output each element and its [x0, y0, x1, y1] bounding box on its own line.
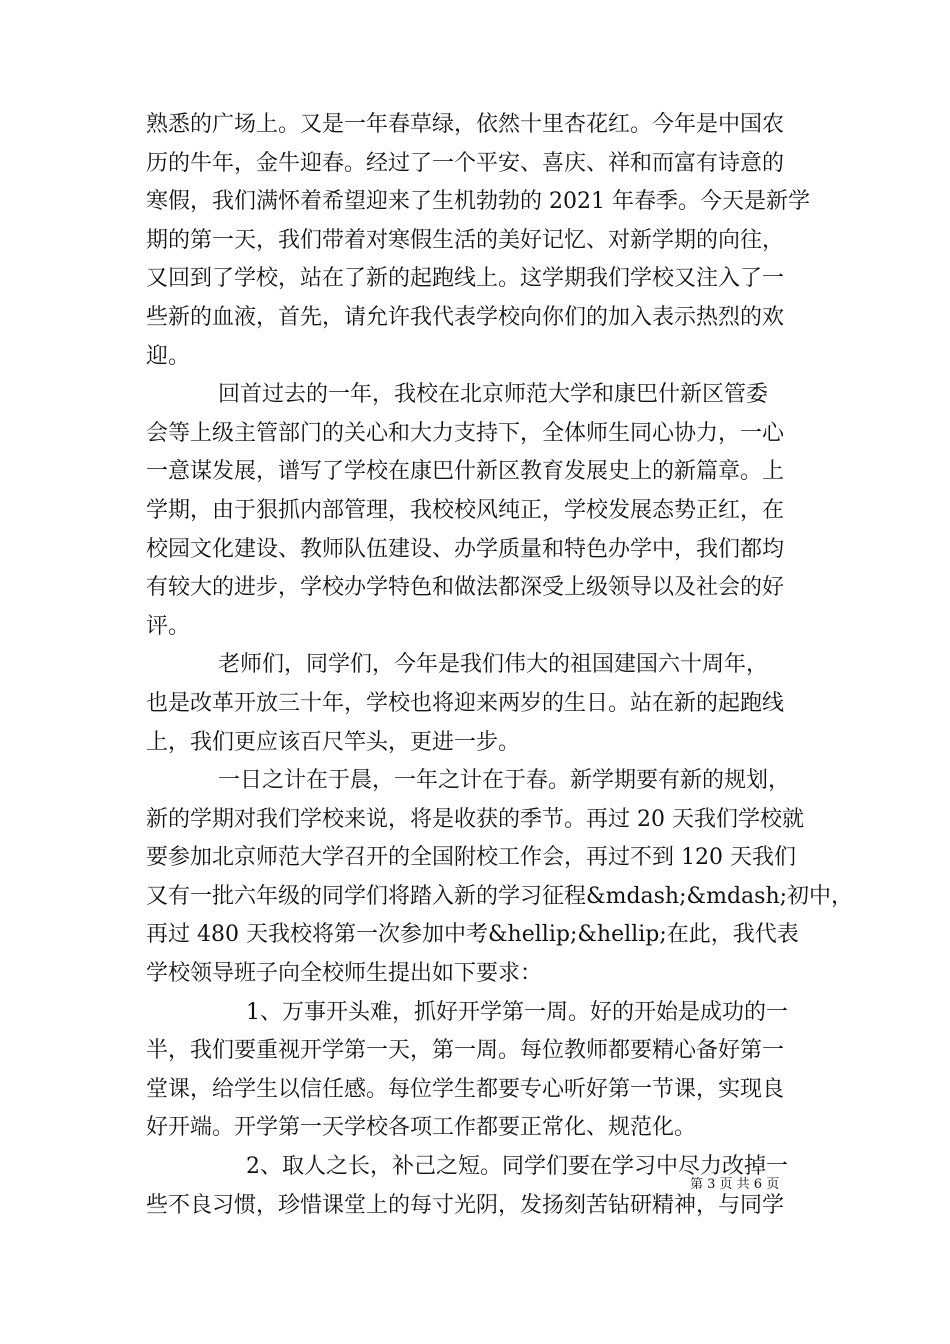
- text-line: 期的第一天，我们带着对寒假生活的美好记忆、对新学期的向往，: [146, 227, 785, 253]
- text-line: 些不良习惯，珍惜课堂上的每寸光阴，发扬刻苦钻研精神，与同学: [146, 1192, 785, 1218]
- text-line: 会等上级主管部门的关心和大力支持下，全体师生同心协力，一心: [146, 420, 785, 446]
- text-line: 新的学期对我们学校来说，将是收获的季节。再过 20 天我们学校就: [146, 806, 804, 832]
- text-line: 校园文化建设、教师队伍建设、办学质量和特色办学中，我们都均: [146, 536, 785, 562]
- list-item-start-line: 1、万事开头难，抓好开学第一周。好的开始是成功的一: [246, 999, 788, 1025]
- text-line: 好开端。开学第一天学校各项工作都要正常化、规范化。: [146, 1115, 697, 1141]
- text-line: 评。: [146, 613, 191, 639]
- text-line: 历的牛年，金牛迎春。经过了一个平安、喜庆、祥和而富有诗意的: [146, 150, 785, 176]
- text-line: 要参加北京师范大学召开的全国附校工作会，再过不到 120 天我们: [146, 845, 796, 871]
- paragraph-start-line: 老师们，同学们，今年是我们伟大的祖国建国六十周年，: [218, 652, 769, 678]
- list-item-start-line: 2、取人之长，补己之短。同学们要在学习中尽力改掉一: [246, 1154, 788, 1180]
- text-line: 学期，由于狠抓内部管理，我校校风纯正，学校发展态势正红，在: [146, 497, 785, 523]
- text-line: 些新的血液，首先，请允许我代表学校向你们的加入表示热烈的欢: [146, 304, 785, 330]
- document-body: [146, 106, 854, 1225]
- text-line: 又有一批六年级的同学们将踏入新的学习征程&mdash;&mdash;初中，: [146, 883, 854, 909]
- page-footer: 第 3 页 共 6 页: [690, 1177, 780, 1192]
- text-line: 学校领导班子向全校师生提出如下要求：: [146, 961, 543, 987]
- text-line: 又回到了学校，站在了新的起跑线上。这学期我们学校又注入了一: [146, 266, 785, 292]
- text-line: 再过 480 天我校将第一次参加中考&hellip;&hellip;在此，我代表: [146, 922, 799, 948]
- text-line: 上，我们更应该百尺竿头，更进一步。: [146, 729, 521, 755]
- text-line: 熟悉的广场上。又是一年春草绿，依然十里杏花红。今年是中国农: [146, 112, 785, 137]
- text-line: 堂课，给学生以信任感。每位学生都要专心听好第一节课，实现良: [146, 1076, 785, 1102]
- text-line: 寒假，我们满怀着希望迎来了生机勃勃的 2021 年春季。今天是新学: [146, 189, 810, 215]
- paragraph-start-line: 回首过去的一年，我校在北京师范大学和康巴什新区管委: [218, 382, 769, 408]
- paragraph-start-line: 一日之计在于晨，一年之计在于春。新学期要有新的规划，: [218, 768, 791, 794]
- text-line: 有较大的进步，学校办学特色和做法都深受上级领导以及社会的好: [146, 575, 785, 601]
- text-line: 一意谋发展，谱写了学校在康巴什新区教育发展史上的新篇章。上: [146, 459, 785, 485]
- text-line: 迎。: [146, 343, 191, 369]
- text-line: 也是改革开放三十年，学校也将迎来两岁的生日。站在新的起跑线: [146, 690, 785, 716]
- text-line: 半，我们要重视开学第一天，第一周。每位教师都要精心备好第一: [146, 1038, 785, 1064]
